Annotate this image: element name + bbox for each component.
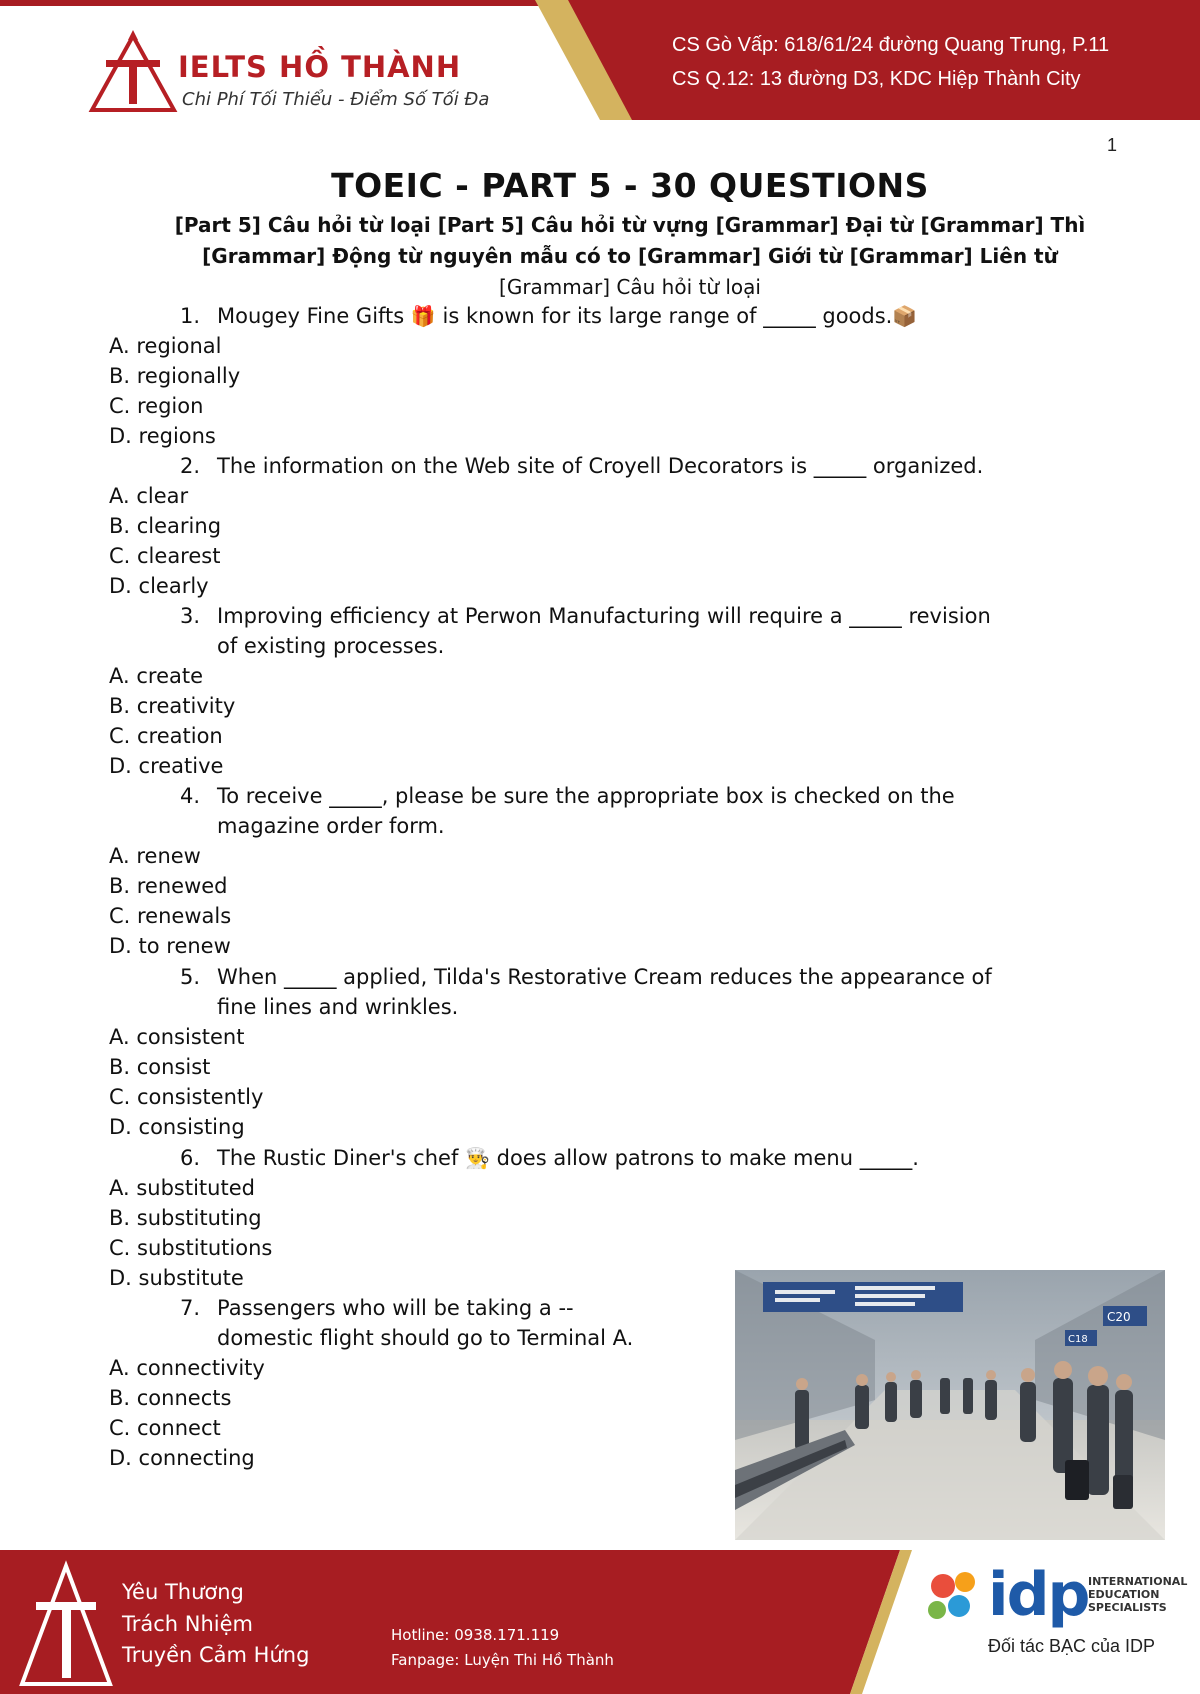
option-1b[interactable]: B. regionally	[109, 364, 241, 388]
option-7c[interactable]: C. connect	[109, 1416, 221, 1440]
question-text-line-1: Passengers who will be taking a --	[217, 1296, 574, 1320]
question-number: 3.	[180, 604, 201, 628]
question-text-line-2: domestic flight should go to Terminal A.	[217, 1326, 634, 1350]
option-5a[interactable]: A. consistent	[109, 1025, 245, 1049]
idp-wordmark: idp	[988, 1560, 1089, 1630]
option-1d[interactable]: D. regions	[109, 424, 216, 448]
option-4c[interactable]: C. renewals	[109, 904, 232, 928]
question-text-part: does allow patrons to make menu _____.	[489, 1146, 919, 1170]
option-3d[interactable]: D. creative	[109, 754, 224, 778]
idp-subtitle-2: EDUCATION	[1088, 1588, 1160, 1601]
option-4b[interactable]: B. renewed	[109, 874, 228, 898]
motto-line-2: Trách Nhiệm	[122, 1612, 254, 1636]
question-text-part: is known for its large range of _____ goods.	[435, 304, 893, 328]
option-7d[interactable]: D. connecting	[109, 1446, 255, 1470]
option-3a[interactable]: A. create	[109, 664, 204, 688]
question-number: 5.	[180, 965, 201, 989]
topic-tags-bold	[95, 210, 1165, 272]
question-number: 4.	[180, 784, 201, 808]
option-6a[interactable]: A. substituted	[109, 1176, 255, 1200]
question-number: 7.	[180, 1296, 201, 1320]
gate-sign-c18: C18	[1068, 1334, 1088, 1345]
question-text-part: The Rustic Diner's chef	[217, 1146, 466, 1170]
motto-line-1: Yêu Thương	[122, 1580, 244, 1604]
package-icon: 📦	[892, 304, 918, 328]
question-number: 2.	[180, 454, 201, 478]
option-1a[interactable]: A. regional	[109, 334, 222, 358]
question-text-line-1: When _____ applied, Tilda's Restorative Cream reduces the appearance of	[217, 965, 992, 989]
page-number: 1	[1106, 135, 1117, 155]
option-2c[interactable]: C. clearest	[109, 544, 221, 568]
option-5d[interactable]: D. consisting	[109, 1115, 245, 1139]
question-text	[217, 1143, 919, 1173]
question-text-line-1: Improving efficiency at Perwon Manufacturing will require a _____ revision	[217, 604, 991, 628]
idp-logo-icon	[928, 1572, 975, 1619]
option-5b[interactable]: B. consist	[109, 1055, 211, 1079]
option-2d[interactable]: D. clearly	[109, 574, 209, 598]
tags-line-3: [Grammar] Câu hỏi từ loại	[499, 275, 761, 299]
question-text-part: Mougey Fine Gifts	[217, 304, 411, 328]
fanpage-link[interactable]: Fanpage: Luyện Thi Hồ Thành	[391, 1651, 614, 1669]
brand-tagline: Chi Phí Tối Thiểu - Điểm Số Tối Đa	[182, 89, 490, 110]
hotline[interactable]: Hotline: 0938.171.119	[391, 1626, 560, 1644]
question-text-line-2: magazine order form.	[217, 814, 445, 838]
option-6d[interactable]: D. substitute	[109, 1266, 244, 1290]
question-number: 1.	[180, 304, 201, 328]
option-2b[interactable]: B. clearing	[109, 514, 222, 538]
idp-subtitle-3: SPECIALISTS	[1088, 1601, 1167, 1614]
airport-terminal-photo	[735, 1270, 1165, 1540]
gate-sign-c20: C20	[1107, 1310, 1131, 1324]
option-5c[interactable]: C. consistently	[109, 1085, 264, 1109]
address-go-vap: CS Gò Vấp: 618/61/24 đường Quang Trung, P.11	[672, 34, 1110, 56]
address-q12: CS Q.12: 13 đường D3, KDC Hiệp Thành City	[672, 68, 1081, 90]
option-2a[interactable]: A. clear	[109, 484, 189, 508]
chef-icon: 👨‍🍳	[465, 1146, 490, 1170]
question-text-line-2: of existing processes.	[217, 634, 445, 658]
page-title: TOEIC - PART 5 - 30 QUESTIONS	[331, 166, 929, 205]
option-4a[interactable]: A. renew	[109, 844, 201, 868]
question-text-line-2: fine lines and wrinkles.	[217, 995, 459, 1019]
idp-subtitle-1: INTERNATIONAL	[1088, 1575, 1188, 1588]
question-text	[217, 301, 917, 331]
brand-name: IELTS HỒ THÀNH	[178, 50, 462, 84]
option-3b[interactable]: B. creativity	[109, 694, 236, 718]
question-text: The information on the Web site of Croyell Decorators is _____ organized.	[217, 454, 984, 478]
option-7a[interactable]: A. connectivity	[109, 1356, 265, 1380]
question-text-line-1: To receive _____, please be sure the appropriate box is checked on the	[217, 784, 955, 808]
gift-icon: 🎁	[410, 304, 436, 328]
tags-line-1: [Part 5] Câu hỏi từ loại [Part 5] Câu hỏi từ vựng [Grammar] Đại từ [Grammar] Thì	[174, 213, 1086, 237]
option-3c[interactable]: C. creation	[109, 724, 223, 748]
option-1c[interactable]: C. region	[109, 394, 204, 418]
idp-partner-text: Đối tác BẠC của IDP	[988, 1636, 1156, 1656]
question-number: 6.	[180, 1146, 201, 1170]
ielts-ho-thanh-logo-icon	[88, 30, 178, 114]
page-header	[0, 0, 1200, 120]
option-6c[interactable]: C. substitutions	[109, 1236, 273, 1260]
option-7b[interactable]: B. connects	[109, 1386, 232, 1410]
tags-line-2: [Grammar] Động từ nguyên mẫu có to [Grammar] Giới từ [Grammar] Liên từ	[202, 244, 1058, 268]
option-6b[interactable]: B. substituting	[109, 1206, 262, 1230]
option-4d[interactable]: D. to renew	[109, 934, 231, 958]
motto-line-3: Truyền Cảm Hứng	[122, 1643, 310, 1667]
